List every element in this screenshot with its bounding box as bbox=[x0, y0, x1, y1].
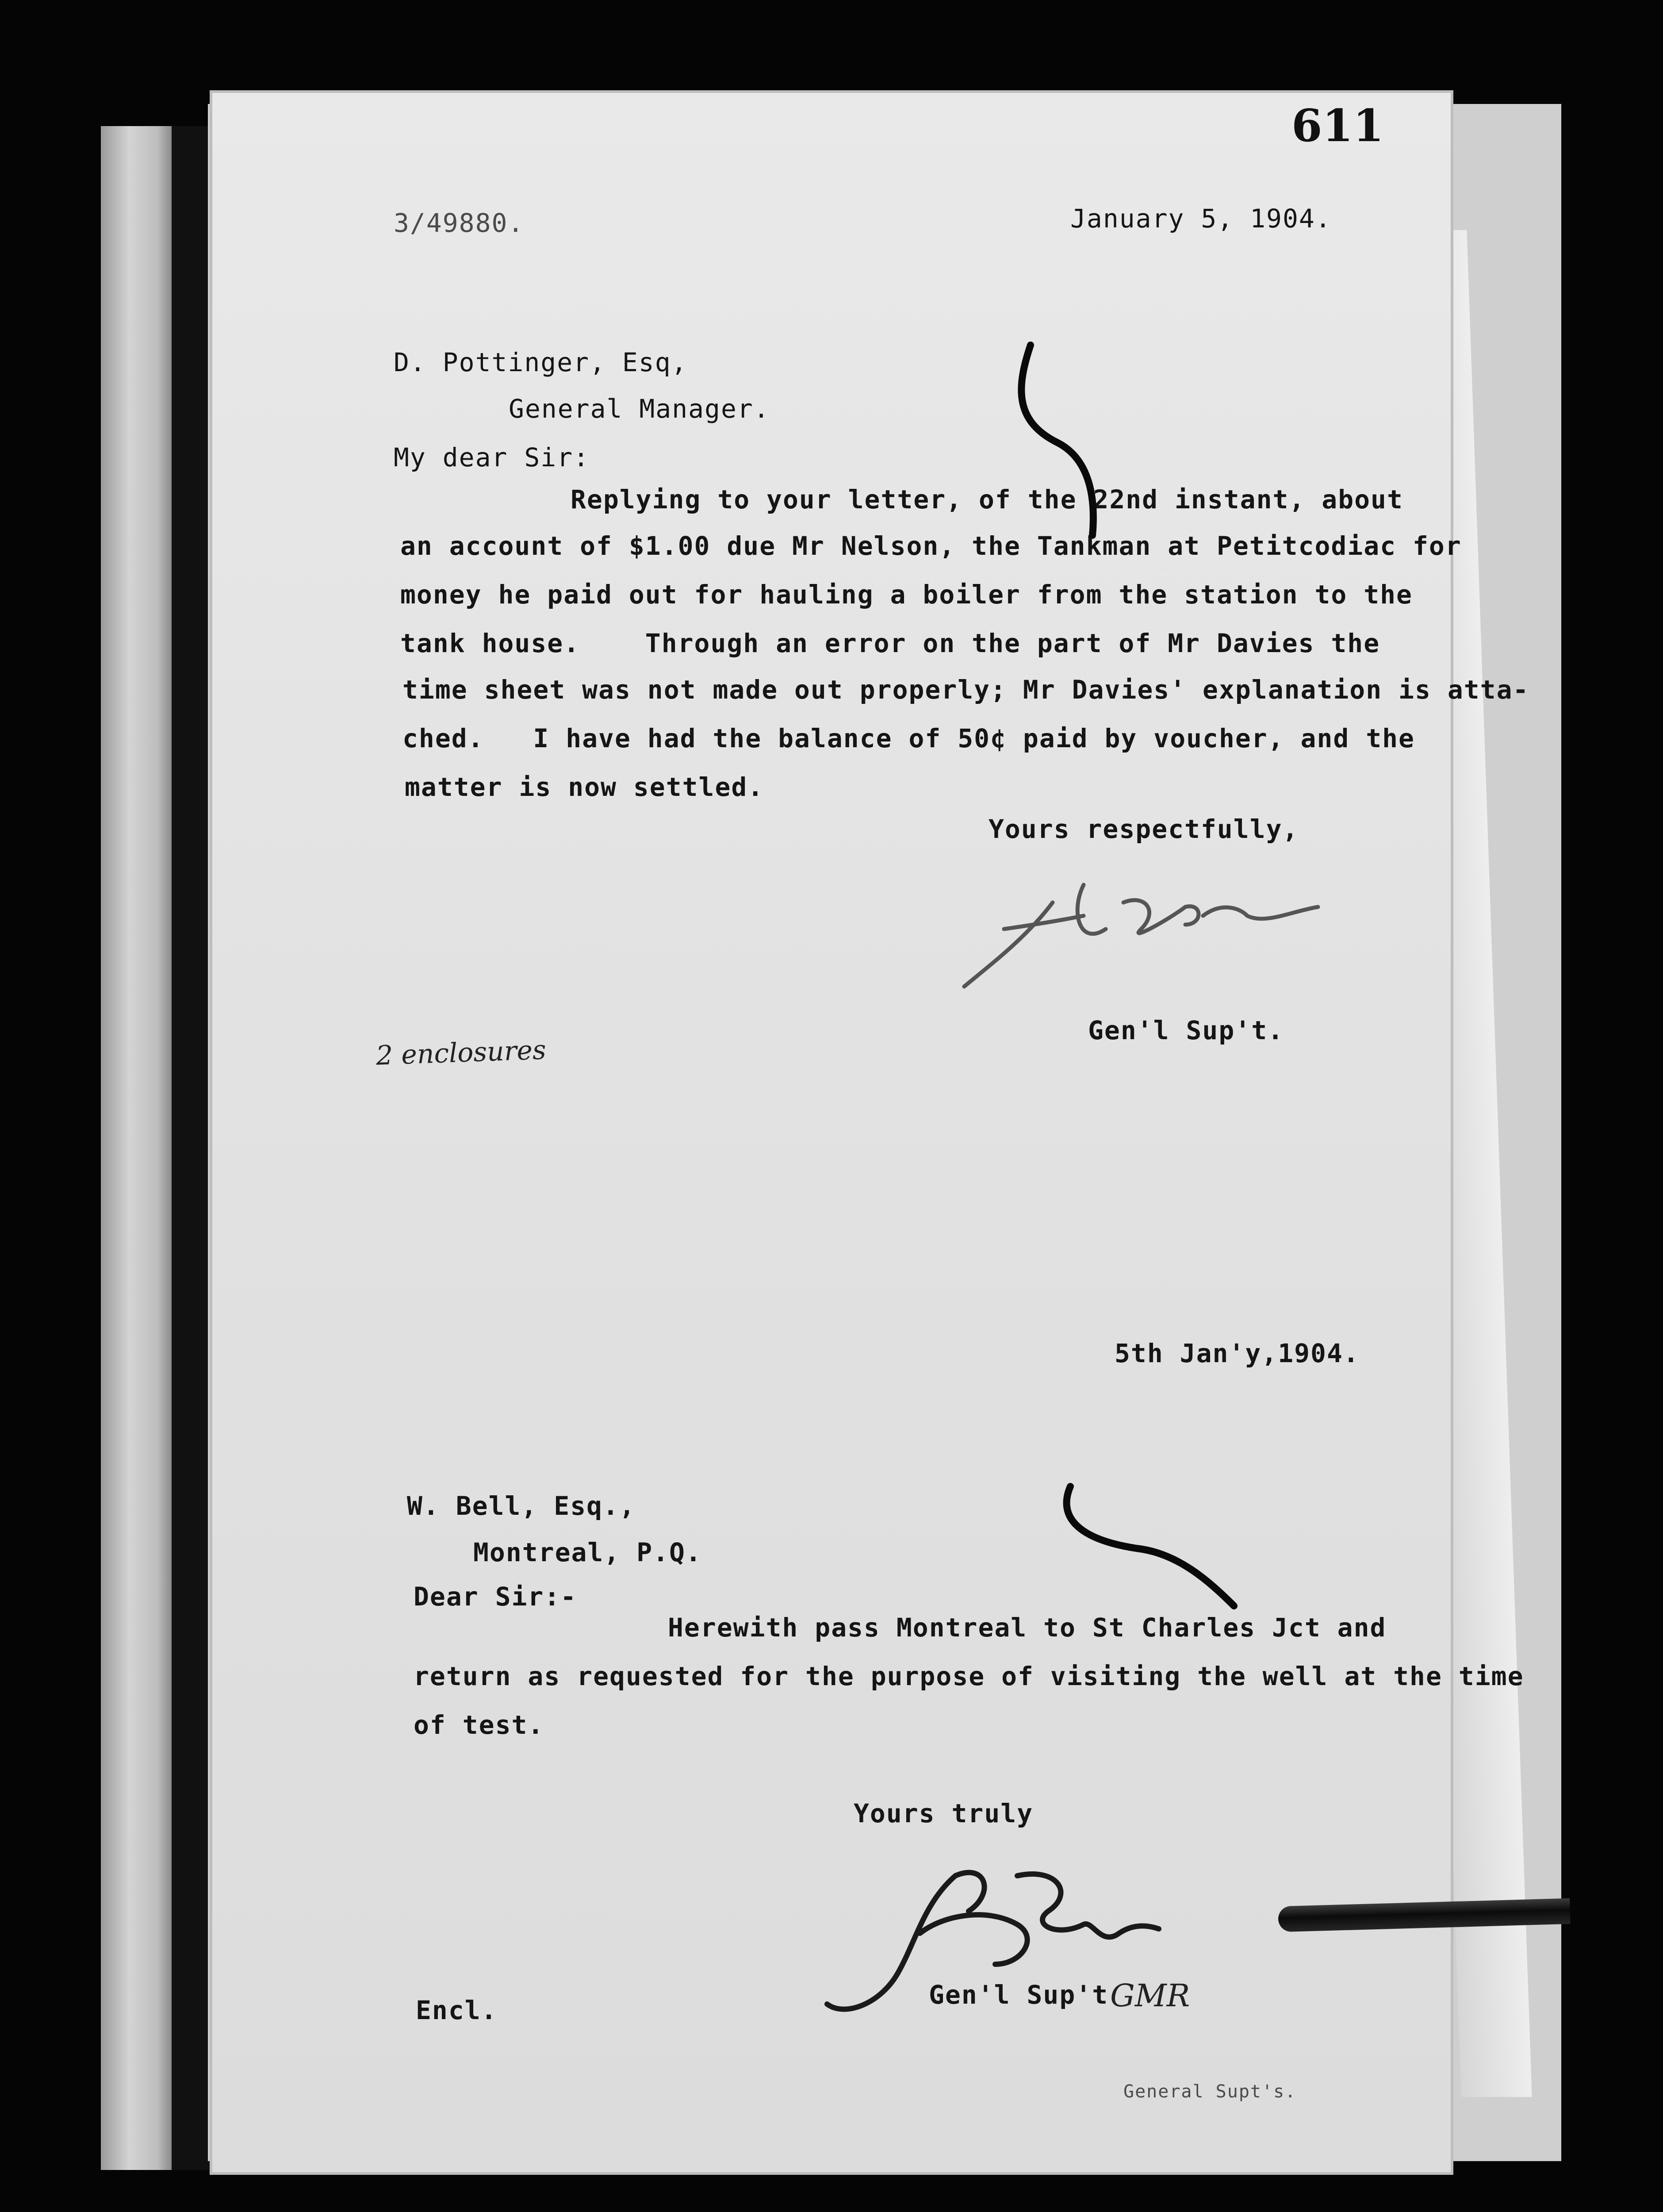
letter1-body-line: ched. I have had the balance of 50¢ paid by voucher, and the bbox=[402, 723, 1415, 753]
page-number: 611 bbox=[1291, 100, 1384, 152]
ink-checkmark bbox=[1008, 341, 1123, 544]
binding-shadow bbox=[172, 126, 211, 2170]
letter1-date: January 5, 1904. bbox=[1070, 204, 1332, 234]
letter1-closing: Yours respectfully, bbox=[989, 814, 1299, 844]
file-reference: 3/49880. bbox=[394, 208, 525, 238]
letter1-addressee-name: D. Pottinger, Esq, bbox=[394, 347, 688, 377]
letter1-body-line: money he paid out for hauling a boiler from the station to the bbox=[400, 580, 1413, 610]
letter1-body-line: an account of $1.00 due Mr Nelson, the Tankman at Petitcodiac for bbox=[400, 531, 1462, 561]
letter1-body-line: Replying to your letter, of the 22nd instant, about bbox=[571, 484, 1403, 515]
letter2-body-line: Herewith pass Montreal to St Charles Jct and bbox=[668, 1613, 1387, 1643]
letter1-salutation: My dear Sir: bbox=[394, 442, 590, 472]
letter1-body-line: time sheet was not made out properly; Mr Davies' explanation is atta- bbox=[402, 675, 1529, 705]
letter1-addressee-title: General Manager. bbox=[509, 394, 770, 424]
letter2-body-line: of test. bbox=[414, 1710, 544, 1740]
letter1-signatory-title: Gen'l Sup't. bbox=[1088, 1015, 1284, 1045]
binding-strip bbox=[101, 126, 172, 2170]
letter2-date: 5th Jan'y,1904. bbox=[1115, 1338, 1360, 1368]
letter2-salutation: Dear Sir:- bbox=[414, 1582, 577, 1612]
letter2-enclosure: Encl. bbox=[416, 1995, 498, 2025]
letter2-closing: Yours truly bbox=[854, 1798, 1034, 1828]
signature-price-1 bbox=[938, 876, 1336, 1000]
letter2-body-line: return as requested for the purpose of visiting the well at the time bbox=[414, 1661, 1524, 1691]
margin-note-enclosures: 2 enclosures bbox=[375, 1034, 547, 1071]
footer-stamp: General Supt's. bbox=[1123, 2081, 1297, 2102]
letter1-body-line: tank house. Through an error on the part of Mr Davies the bbox=[400, 628, 1380, 658]
letter2-addressee-name: W. Bell, Esq., bbox=[407, 1491, 636, 1521]
letter2-addressee-city: Montreal, P.Q. bbox=[473, 1537, 702, 1567]
letter2-initials: GMR bbox=[1110, 1978, 1190, 2014]
letter1-body-line: matter is now settled. bbox=[405, 772, 764, 802]
ink-checkmark bbox=[1053, 1482, 1243, 1615]
letter2-signatory-title: Gen'l Sup't bbox=[929, 1980, 1109, 2010]
